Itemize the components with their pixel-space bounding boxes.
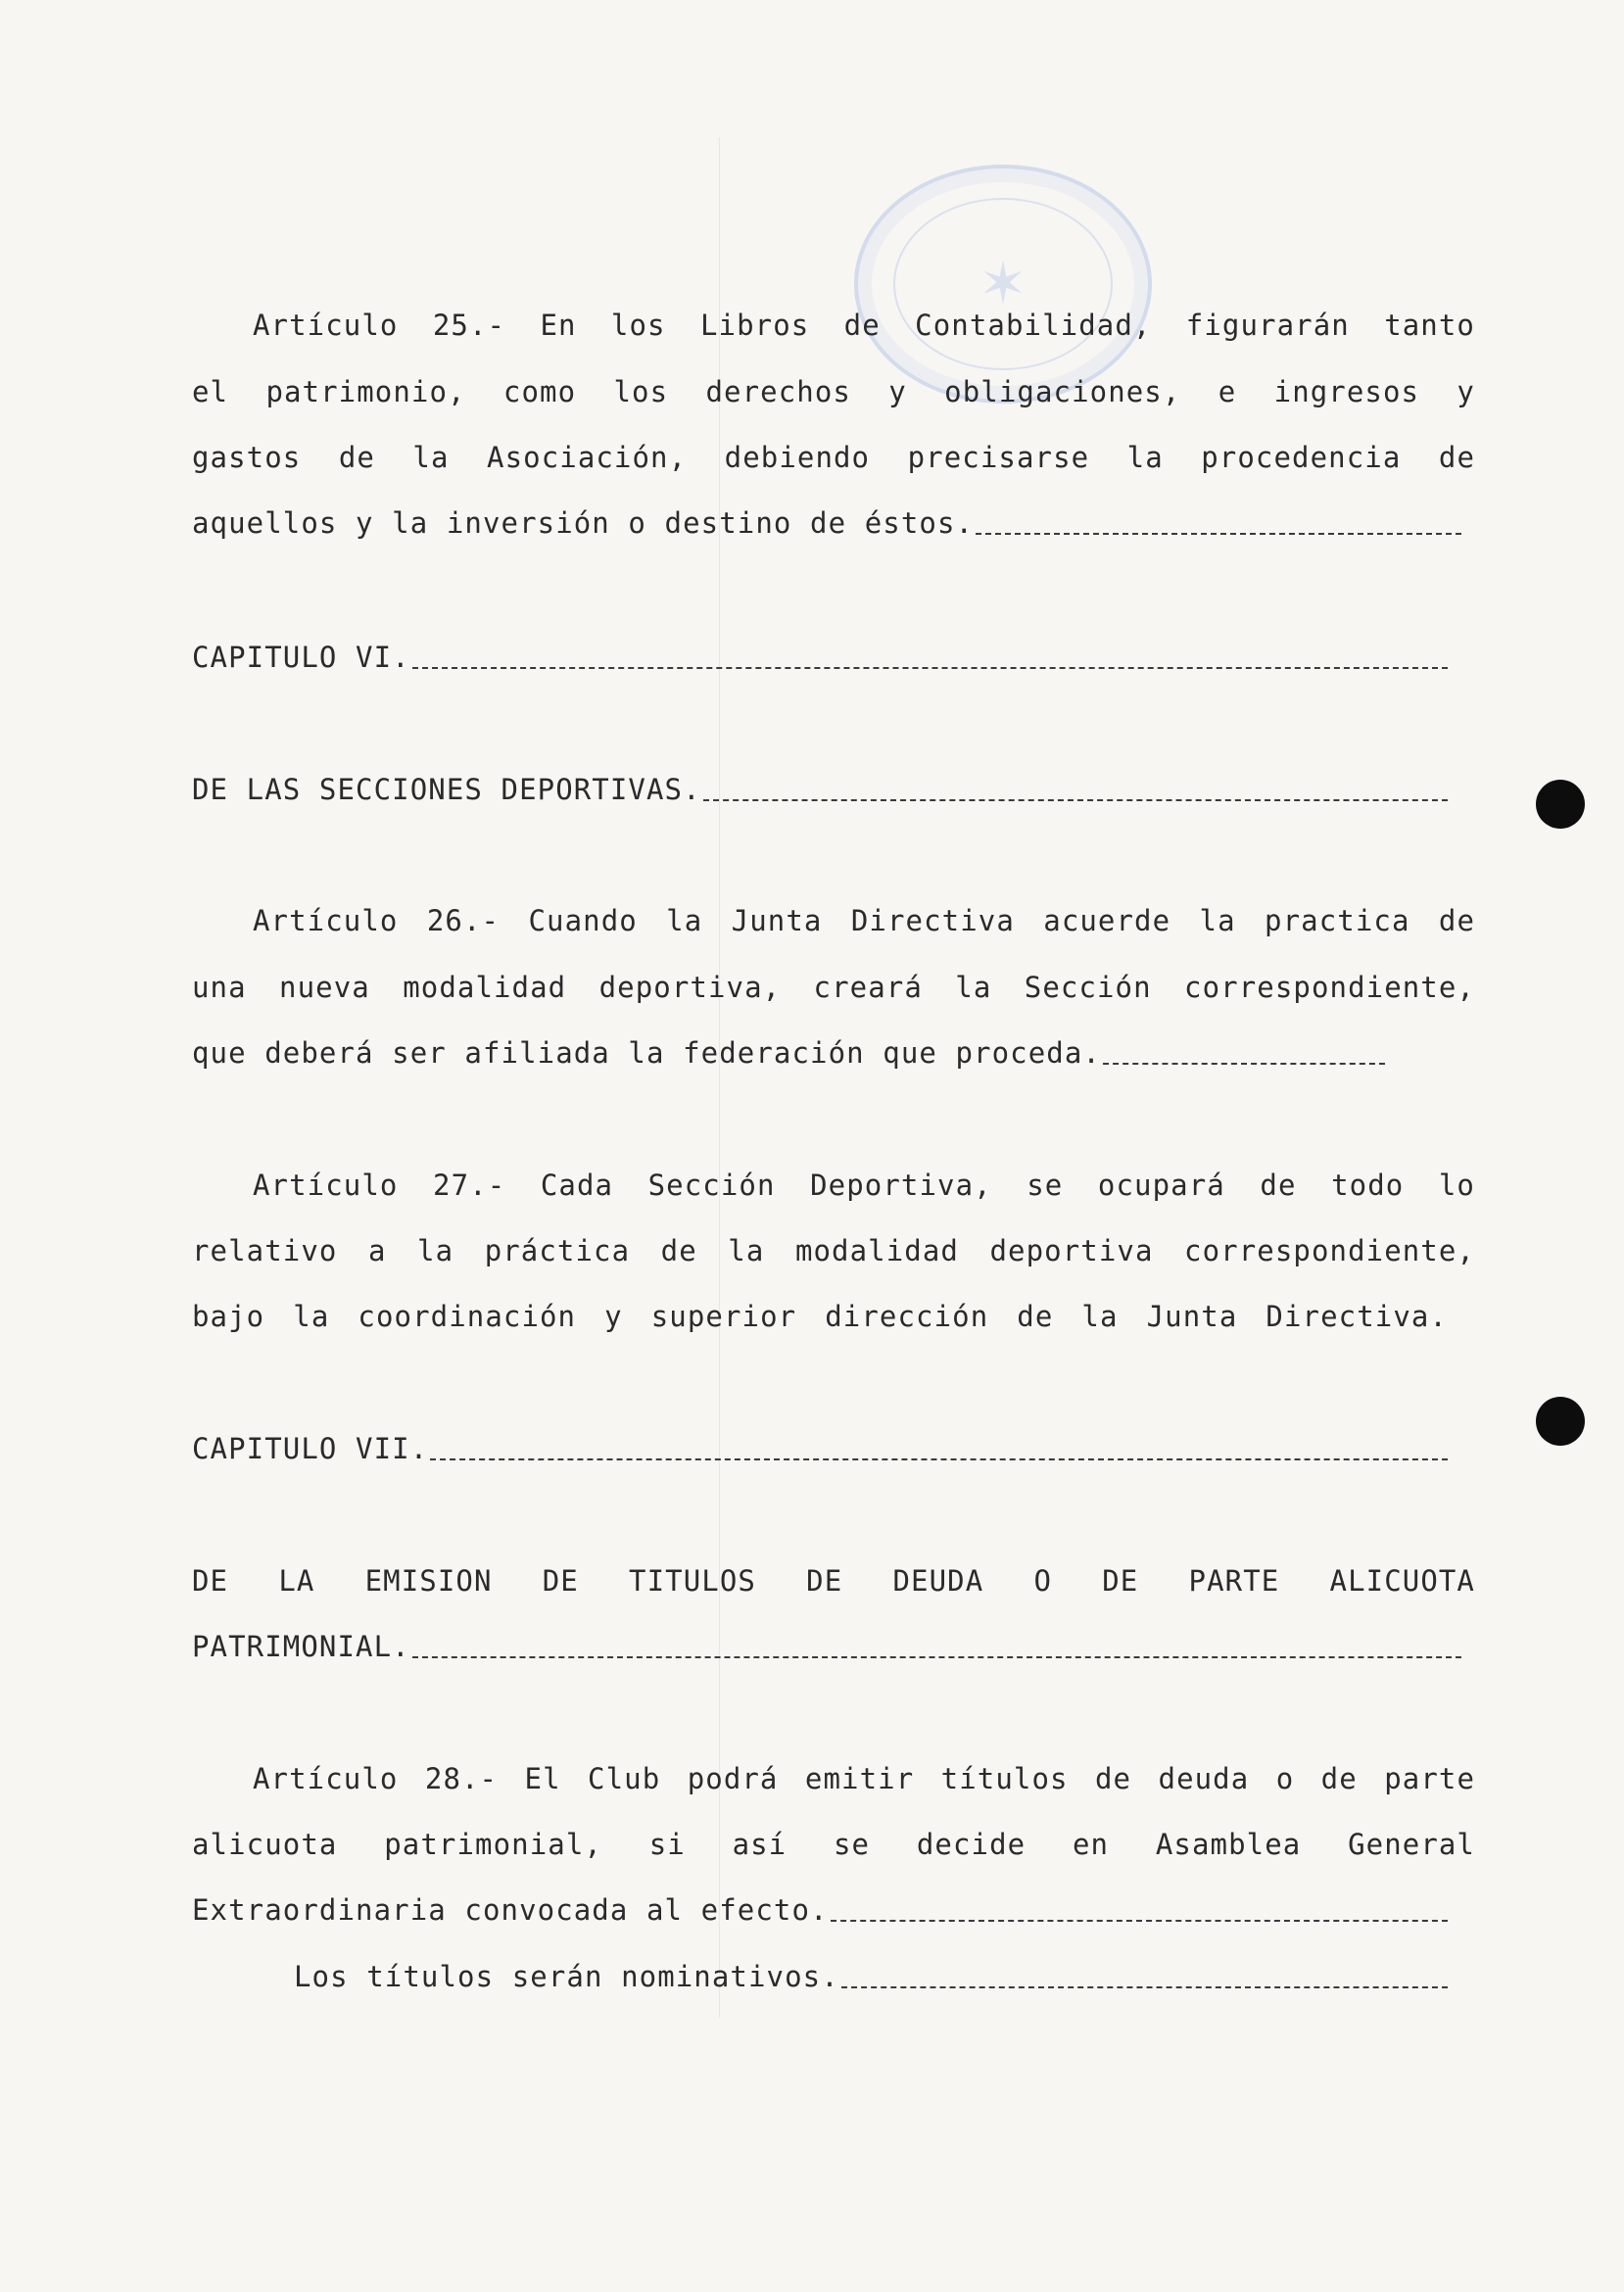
line-text: aquellos y la inversión o destino de éstos. bbox=[192, 506, 975, 540]
article-25-line-1: Artículo 25.- En los Libros de Contabilidad, figurarán tanto bbox=[253, 309, 1475, 342]
article-26-line-2: una nueva modalidad deportiva, creará la Sección correspondiente, bbox=[192, 971, 1475, 1004]
dash-filler bbox=[412, 667, 1448, 669]
chapter-vii-title-line-2 bbox=[192, 1627, 1465, 1666]
article-25-line-4 bbox=[192, 503, 1465, 543]
dash-filler bbox=[1103, 1063, 1385, 1065]
page-fold bbox=[719, 137, 720, 2018]
dash-filler bbox=[831, 1920, 1448, 1922]
article-28-line-4 bbox=[192, 1957, 1452, 1996]
line-text: que deberá ser afiliada la federación que proceda. bbox=[192, 1036, 1101, 1070]
chapter-vii-title-line-1: DE LA EMISION DE TITULOS DE DEUDA O DE PARTE ALICUOTA bbox=[192, 1564, 1475, 1598]
chapter-vii-heading bbox=[192, 1429, 1452, 1468]
dash-filler bbox=[841, 1986, 1448, 1988]
line-text: Extraordinaria convocada al efecto. bbox=[192, 1893, 829, 1927]
seal-star-icon: ✶ bbox=[978, 250, 1028, 318]
article-26-line-1: Artículo 26.- Cuando la Junta Directiva acuerde la practica de bbox=[253, 904, 1475, 937]
line-text: Los títulos serán nominativos. bbox=[294, 1960, 839, 1993]
article-25-line-2: el patrimonio, como los derechos y obligaciones, e ingresos y bbox=[192, 375, 1475, 408]
dash-filler bbox=[412, 1656, 1461, 1658]
article-27-line-2: relativo a la práctica de la modalidad deportiva correspondiente, bbox=[192, 1234, 1475, 1267]
line-text: CAPITULO VI. bbox=[192, 641, 410, 674]
official-seal bbox=[854, 165, 1152, 404]
line-text: DE LAS SECCIONES DEPORTIVAS. bbox=[192, 773, 701, 806]
line-text: CAPITULO VII. bbox=[192, 1432, 429, 1465]
article-28-line-3 bbox=[192, 1890, 1452, 1930]
line-text: PATRIMONIAL. bbox=[192, 1630, 410, 1663]
article-27-line-1: Artículo 27.- Cada Sección Deportiva, se ocupará de todo lo bbox=[253, 1169, 1475, 1202]
dash-filler bbox=[703, 799, 1448, 801]
article-28-line-1: Artículo 28.- El Club podrá emitir títulos de deuda o de parte bbox=[253, 1762, 1475, 1795]
chapter-vi-heading bbox=[192, 638, 1452, 677]
chapter-vi-title bbox=[192, 770, 1452, 809]
punch-hole-icon bbox=[1536, 780, 1585, 829]
dash-filler bbox=[976, 533, 1461, 535]
article-26-line-3 bbox=[192, 1033, 1389, 1073]
article-27-line-3: bajo la coordinación y superior dirección de la Junta Directiva. bbox=[192, 1300, 1448, 1333]
dash-filler bbox=[430, 1458, 1448, 1460]
punch-hole-icon bbox=[1536, 1397, 1585, 1446]
article-28-line-2: alicuota patrimonial, si así se decide en Asamblea General bbox=[192, 1828, 1475, 1861]
article-25-line-3: gastos de la Asociación, debiendo precisarse la procedencia de bbox=[192, 441, 1475, 474]
